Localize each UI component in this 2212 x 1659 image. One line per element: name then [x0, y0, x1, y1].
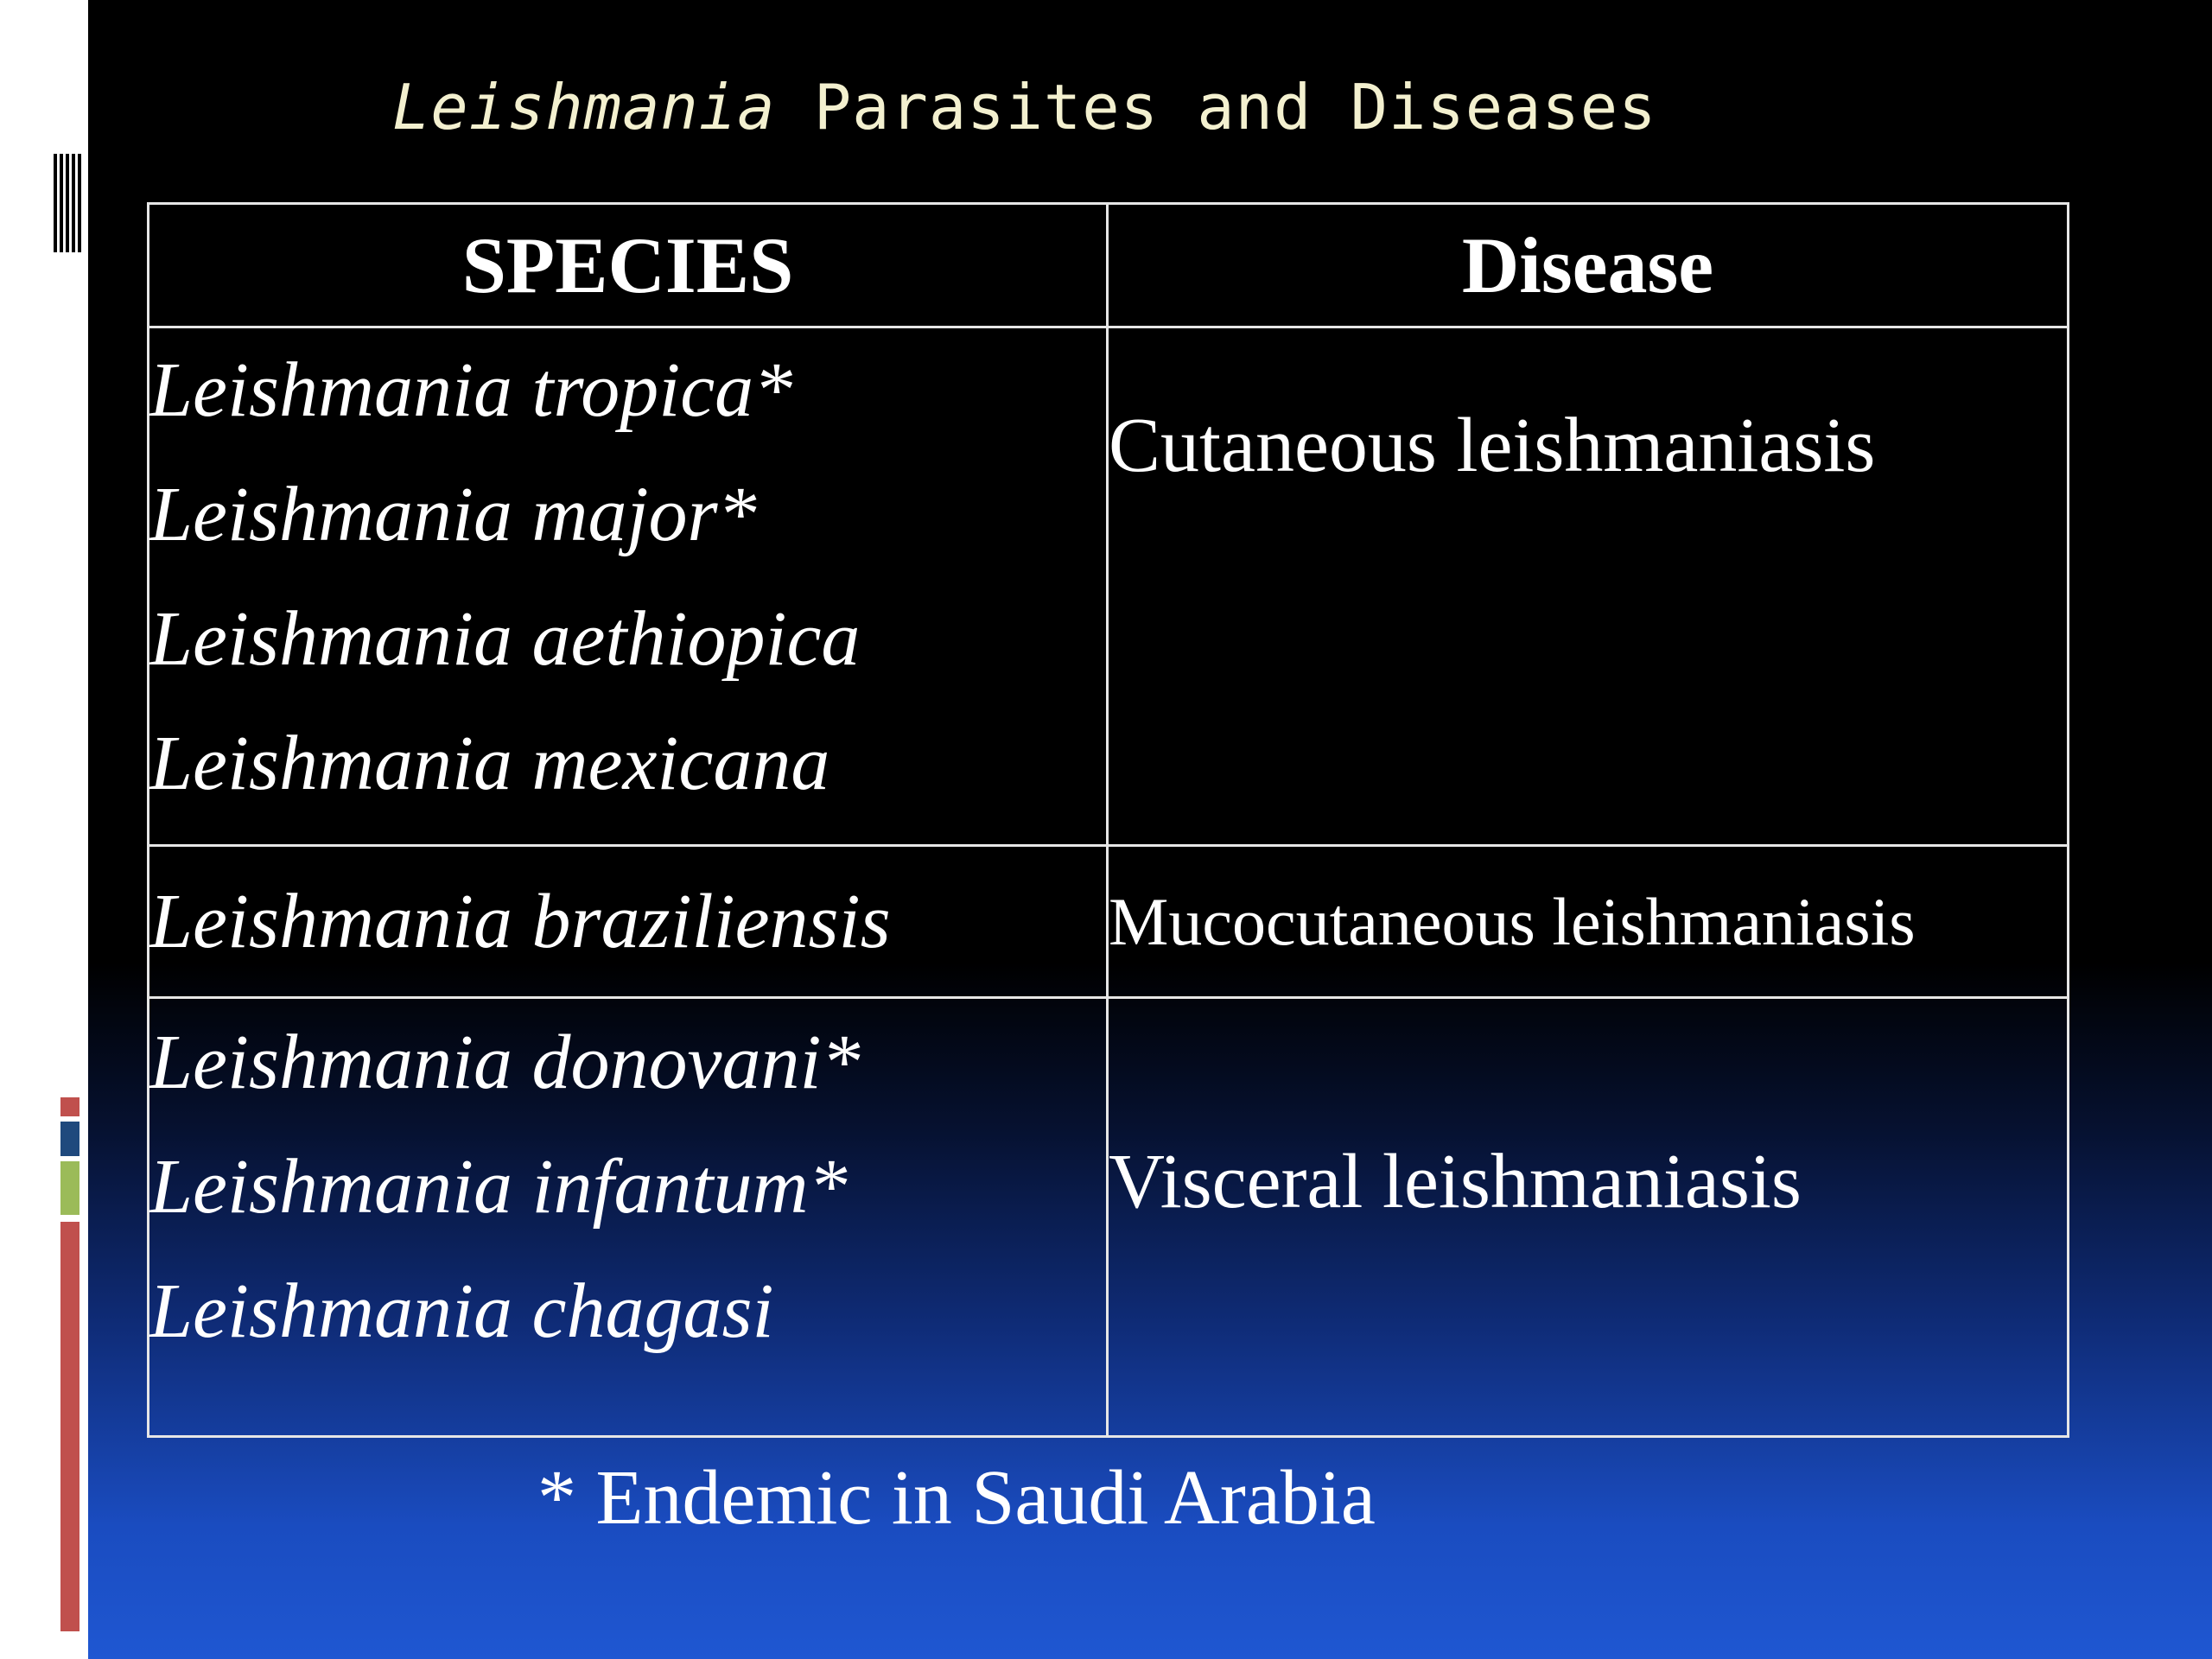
footnote: * Endemic in Saudi Arabia [537, 1455, 1376, 1541]
decorative-line [54, 154, 57, 252]
left-margin-strip [0, 0, 88, 1659]
species-disease-table [147, 202, 2069, 1438]
species-name: Leishmania major* [149, 472, 757, 557]
species-cell [149, 846, 1108, 998]
species-name: Leishmania tropica* [149, 347, 793, 433]
disease-cell: Mucocutaneous leishmaniasis [1108, 846, 2069, 998]
slide [88, 0, 2212, 1659]
accent-bar-blue [60, 1122, 79, 1156]
decorative-line [78, 154, 81, 252]
table-row [149, 998, 2069, 1437]
slide-title-italic: Leishmania [392, 71, 776, 143]
table-row [149, 846, 2069, 998]
decorative-line [72, 154, 75, 252]
header-species: SPECIES [149, 204, 1108, 327]
table-header-row [149, 204, 2069, 327]
slide-title-rest: Parasites and Diseases [775, 71, 1657, 143]
species-name: Leishmania aethiopica [149, 596, 861, 682]
species-name: Leishmania chagasi [149, 1268, 774, 1354]
decorative-vertical-lines [54, 154, 88, 252]
table-row [149, 327, 2069, 846]
species-cell [149, 998, 1108, 1437]
slide-title [392, 71, 1656, 143]
species-name: Leishmania donovani* [149, 1020, 861, 1105]
species-name: Leishmania braziliensis [149, 878, 891, 964]
disease-cell: Visceral leishmaniasis [1108, 998, 2069, 1437]
accent-bar-red-small [60, 1097, 79, 1116]
accent-bar-red [60, 1222, 79, 1631]
header-disease: Disease [1108, 204, 2069, 327]
species-name: Leishmania infantum* [149, 1144, 848, 1230]
decorative-line [66, 154, 69, 252]
accent-bar-green [60, 1161, 79, 1215]
species-name: Leishmania mexicana [149, 721, 830, 806]
species-cell [149, 327, 1108, 846]
disease-cell: Cutaneous leishmaniasis [1108, 327, 2069, 846]
decorative-line [60, 154, 63, 252]
